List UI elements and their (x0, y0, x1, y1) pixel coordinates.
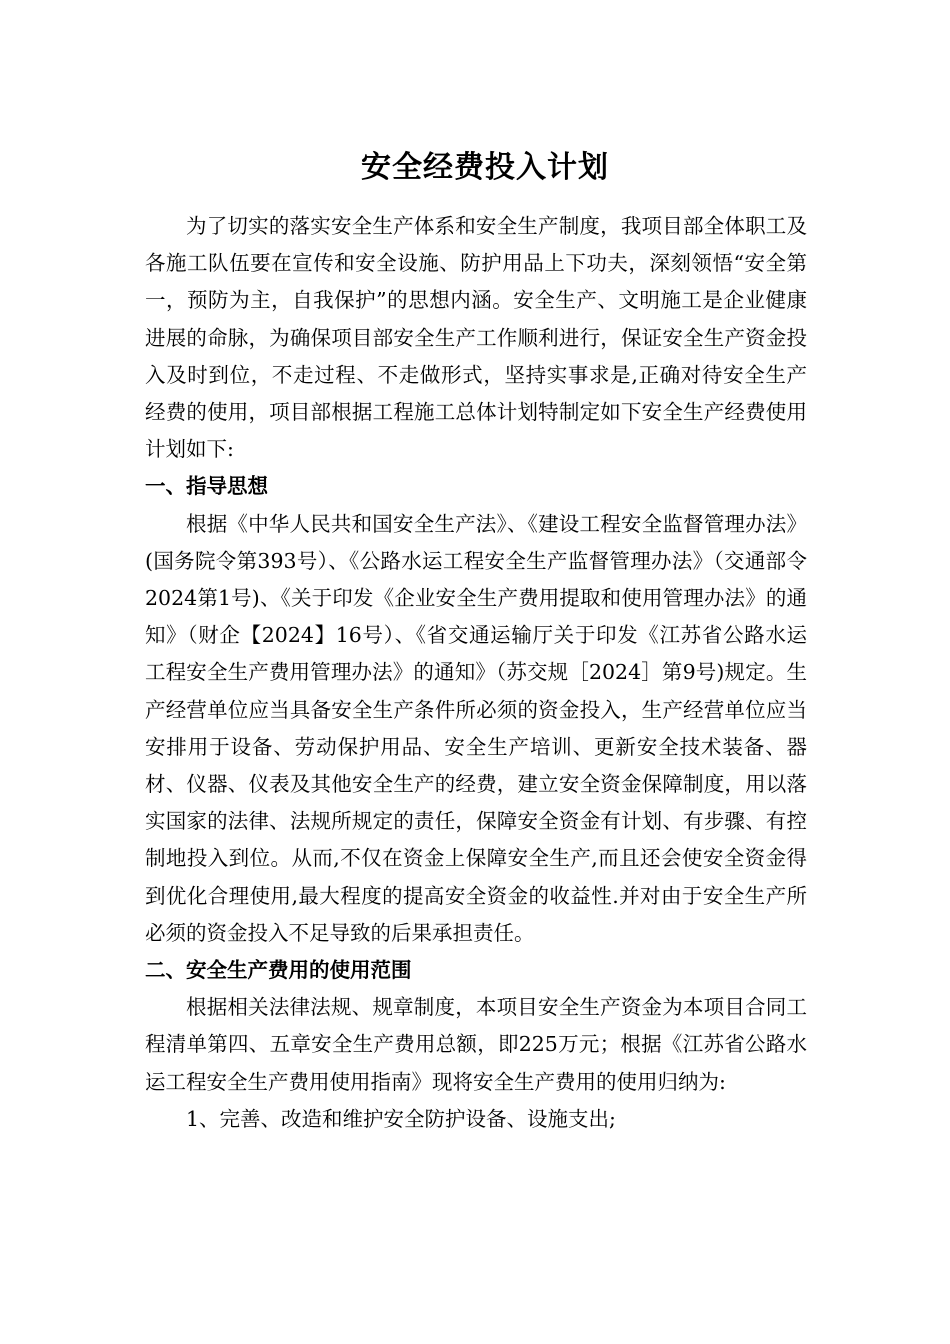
document-title: 安全经费投入计划 (361, 150, 609, 185)
section-heading-guiding-ideology: 一、指导思想 (145, 474, 268, 499)
list-item: 1、完善、改造和维护安全防护设备、设施支出; (186, 1106, 616, 1131)
section-paragraph-guiding-ideology: 根据《中华人民共和国安全生产法》、《建设工程安全监督管理办法》(国务院令第393号）、《公路水运工程安全生产监督管理办法》（交通部令2024第1号)、《关于印发《企业安全生产费用提取和使用管理办法》的通知》（财企【2024】16号）、《省交通运输厅关于印发《江苏省公路水运工程安全生产费用管理办法》的通知》（苏交规［2024］第9号)规定。生产经营单位应当具备安全生产条件所必须的资金投入，生产经营单位应当安排用于设备、劳动保护用品、安全生产培训、更新安全技术装备、器材、仪器、仪表及其他安全生产的经费，建立安全资金保障制度，用以落实国家的法律、法规所规定的责任，保障安全资金有计划、有步骤、有控制地投入到位。从而,不仅在资金上保障安全生产,而且还会使安全资金得到优化合理使用,最大程度的提高安全资金的收益性.并对由于安全生产所必须的资金投入不足导致的后果承担责任。 (145, 511, 807, 945)
section-paragraph-usage-scope: 根据相关法律法规、规章制度，本项目安全生产资金为本项目合同工程清单第四、五章安全生产费用总额，即225万元；根据《江苏省公路水运工程安全生产费用使用指南》现将安全生产费用的使用归纳为: (145, 995, 807, 1094)
intro-paragraph: 为了切实的落实安全生产体系和安全生产制度，我项目部全体职工及各施工队伍要在宣传和安全设施、防护用品上下功夫，深刻领悟“安全第一，预防为主，自我保护”的思想内涵。安全生产、文明施工是企业健康进展的命脉，为确保项目部安全生产工作顺利进行，保证安全生产资金投入及时到位，不走过程、不走做形式，坚持实事求是,正确对待安全生产经费的使用，项目部根据工程施工总体计划特制定如下安全生产经费使用计划如下: (145, 214, 807, 462)
section-heading-usage-scope: 二、安全生产费用的使用范围 (145, 958, 412, 983)
document-body (145, 208, 807, 1138)
